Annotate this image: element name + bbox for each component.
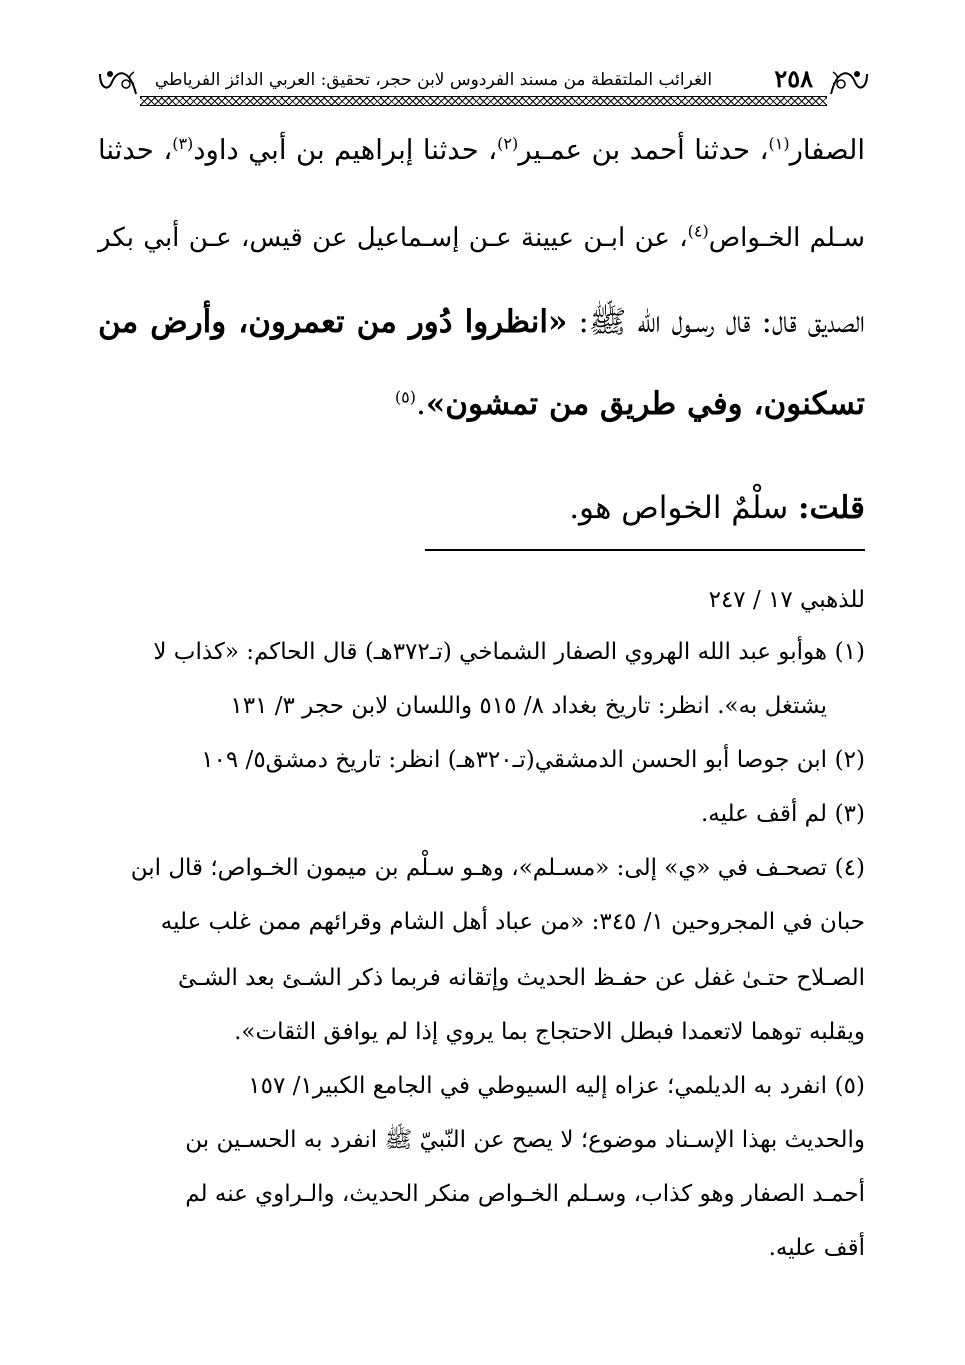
footnote-number-2: (٢) [834,747,865,773]
remark-label: قلت: [798,490,865,526]
floral-ornament-icon [96,64,140,98]
footnote-ref-2[interactable]: (٢) [497,133,519,153]
footnote-number-4: (٤) [834,855,865,881]
main-text-line-3: الصديق قال: قال رسـول الله ﷺ: «انظروا دُور من تعمرون، وأرض من [98,304,866,340]
main-text-line-2: سـلم الخـواص$^{(٤)}$، عن ابـن عيينة عـن إسـماعيل عن قيس، عـن أبي بكر [98,221,865,253]
main-text-line-4: تسكنون، وفي طريق من تمشون».$^{(٥)}$ [394,386,865,422]
footnote-4-line-3: الصـلاح حتـىٰ غفل عن حفـظ الحديث وإتقانه فربما ذكر الشـئ بعد الشـئ [178,965,865,991]
footnote-separator [425,549,865,551]
footnote-1-line-2: يشتغل به». انظر: تاريخ بغداد ٨/ ٥١٥ واللسان لابن حجر ٣/ ١٣١ [230,693,827,719]
floral-ornament-icon [827,64,871,98]
footnote-carryover: للذهبي ١٧ / ٢٤٧ [708,587,865,613]
remark-text: سلْمٌ الخواص هو. [569,490,799,526]
footnote-5-line-3: أحمـد الصفار وهو كذاب، وسـلم الخـواص منكر الحديث، والـراوي عنه لم [185,1181,865,1207]
page-number: ٢٥٨ [774,64,813,93]
footnote-1-line-1: هوأبو عبد الله الهروي الصفار الشماخي (تـ٣٧٢هـ) قال الحاكم: «كذاب لا [153,639,827,665]
footnote-4-line-2: حبان في المجروحين ١/ ٣٤٥: «من عباد أهل الشام وقرائهم ممن غلب عليه [160,909,865,935]
footnote-ref-3[interactable]: (٣) [172,133,194,153]
footnote-number-1: (١) [834,639,865,665]
footnote-number-5: (٥) [834,1073,865,1099]
footnote-ref-1[interactable]: (١) [768,133,790,153]
footnote-5-line-1: انفرد به الديلمي؛ عزاه إليه السيوطي في الجامع الكبير١/ ١٥٧ [248,1073,827,1099]
running-header [96,60,871,108]
author-remark [569,486,865,530]
main-text-line-1: الصفار$^{(١)}$، حدثنا أحمد بن عمـير$^{(٢)}$، حدثنا إبراهيم بن أبي داود$^{(٣)}$، حدثنا [98,133,865,166]
footnote-ref-4[interactable]: (٤) [687,221,709,241]
footnote-4-line-1: تصحـف في «ي» إلى: «مسـلم»، وهـو سـلْم بن ميمون الخـواص؛ قال ابن [130,855,827,881]
running-title: الغرائب الملتقطة من مسند الفردوس لابن حجر، تحقيق: العربي الدائز الفرياطي [154,70,713,90]
footnote-5-line-2: والحديث بهذا الإسـناد موضوع؛ لا يصح عن النّبيّ ﷺ انفرد به الحسـين بن [185,1127,865,1153]
footnote-4-line-4: ويقلبه توهما لاتعمدا فبطل الاحتجاج بما يروي إذا لم يوافق الثقات». [234,1019,865,1045]
footnote-2-line-1: ابن جوصا أبو الحسن الدمشقي(تـ٣٢٠هـ) انظر: تاريخ دمشق٥/ ١٠٩ [201,747,827,773]
footnote-number-3: (٣) [834,801,865,827]
footnote-3-line-1: لم أقف عليه. [700,801,827,827]
footnote-5-line-4: أقف عليه. [768,1235,865,1261]
header-border [140,96,827,106]
footnote-ref-5[interactable]: (٥) [394,387,416,407]
hadith-text: «انظروا دُور من تعمرون، وأرض من [98,304,568,340]
hadith-text-end: تسكنون، وفي طريق من تمشون» [425,386,865,422]
